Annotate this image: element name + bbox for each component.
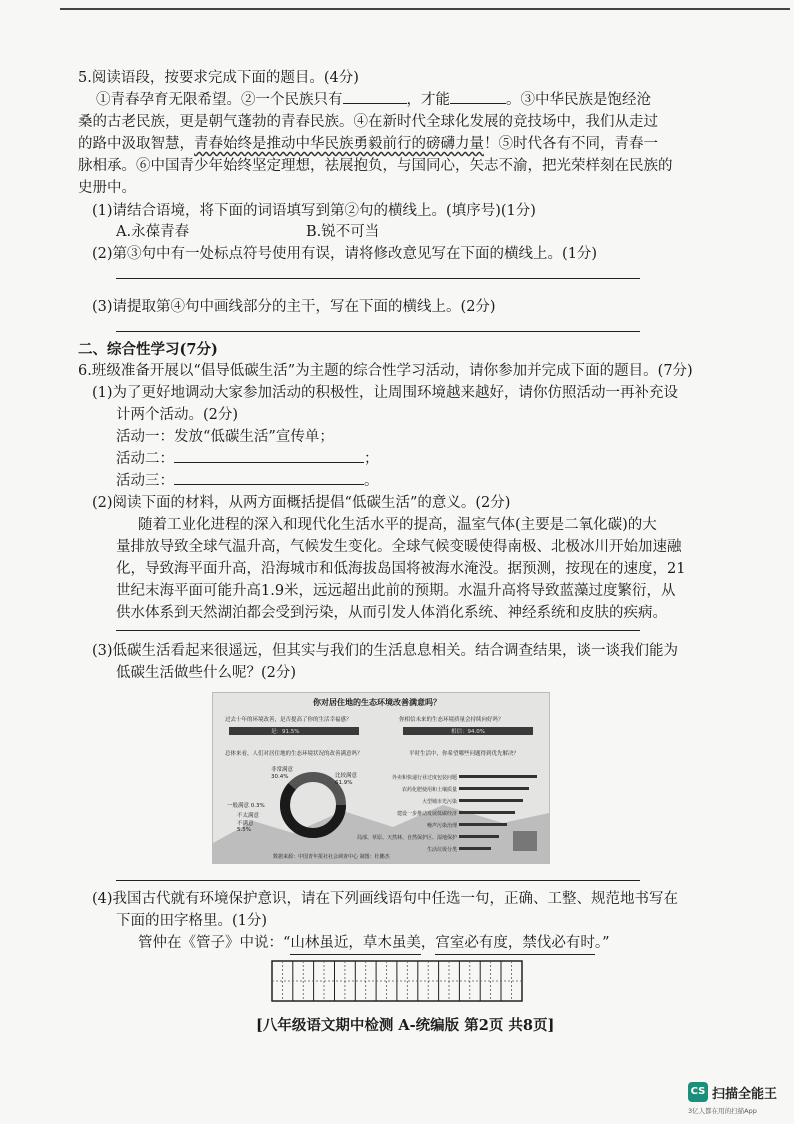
q5-sub1: (1)请结合语境，将下面的词语填写到第②句的横线上。(填序号)(1分): [92, 203, 536, 219]
material-line-3: 化，导致海平面升高，沿海城市和低海拔岛国将被海水淹没。据预测，按现在的速度，21: [116, 561, 686, 577]
q6-answer-line-2[interactable]: [116, 630, 640, 631]
chart-q-left-value: 是：91.5%: [271, 729, 300, 735]
q5-passage-line1: ①青春孕育无限希望。②一个民族只有 ，才能 。③中华民族是饱经沧: [96, 92, 651, 108]
q6-activity-1: 活动一：发放“低碳生活”宣传单；: [116, 429, 334, 445]
issue-item: 局部、草原、天然林、自然保护区、湿地保护: [356, 835, 457, 841]
q5-sub2: (2)第③句中有一处标点符号使用有误，请将修改意见写在下面的横线上。(1分): [92, 246, 598, 262]
issue-item: 建设一步推动发展低碳经济: [396, 811, 457, 817]
q6-sub4-line1: (4)我国古代就有环境保护意识，请在下列画线语句中任选一句，正确、工整、规范地书写在: [92, 891, 679, 907]
q5-passage-line5: 史册中。: [78, 180, 136, 196]
material-line-1: 随着工业化进程的深入和现代化生活水平的提高，温室气体(主要是二氧化碳)的大: [138, 517, 657, 533]
q6-sub1-line2: 计两个活动。(2分): [116, 407, 239, 423]
q5-passage-line2: 桑的古老民族，更是朝气蓬勃的青春民族。④在新时代全球化发展的竞技场中，我们从走过: [78, 114, 658, 130]
q6-sub4-line2: 下面的田字格里。(1分): [116, 913, 268, 929]
q6-title: 6.班级准备开展以“倡导低碳生活”为主题的综合性学习活动，请你参加并完成下面的题目。(7分): [78, 363, 693, 379]
issue-item: 噪声污染治理: [426, 823, 457, 829]
chart-q-left: 过去十年的环境改善，是否提高了你的生活幸福感？: [225, 717, 352, 723]
q5-answer-line-3[interactable]: [116, 331, 640, 332]
section2-heading: 二、综合性学习(7分): [78, 341, 218, 358]
chart-title: 你对居住地的生态环境改善满意吗？: [313, 698, 441, 707]
scanner-name: 扫描全能王: [712, 1087, 778, 1102]
q6-sub2: (2)阅读下面的材料，从两方面概括提倡“低碳生活”的意义。(2分): [92, 495, 511, 511]
q5-option-b: B.锐不可当: [306, 224, 380, 240]
q5-title: 5.阅读语段，按要求完成下面的题目。(4分): [78, 70, 359, 86]
q5-passage-line4: 脉相承。⑥中国青少年始终坚定理想，祛展抱负，与国同心，矢志不渝，把光荣样刻在民族的: [78, 158, 673, 174]
q6-sub3-line2: 低碳生活做些什么呢？(2分): [116, 665, 297, 681]
q6-sub3-line1: (3)低碳生活看起来很遥远，但其实与我们的生活息息相关。结合调查结果，谈一谈我们能为: [92, 643, 679, 659]
issue-list: [353, 772, 457, 856]
q6-answer-line-3[interactable]: [116, 880, 640, 881]
activity-3-blank[interactable]: [174, 484, 364, 485]
label-very-satisfied: 非常满意 30.4%: [271, 767, 294, 780]
label-unsatisfied-pct: 5.5%: [237, 827, 251, 833]
q6-activity-2: 活动二： ；: [116, 451, 379, 467]
q5-blank-2[interactable]: [450, 103, 506, 104]
material-line-5: 供水体系到天然湖泊都会受到污染，从而引发人体消化系统、神经系统和皮肤的疾病。: [116, 605, 667, 621]
page-footer: [八年级语文期中检测 A-统编版 第2页 共8页]: [256, 1017, 555, 1034]
q5-blank-1[interactable]: [343, 103, 407, 104]
issue-item: 大型城市光污染: [421, 799, 457, 805]
chart-q-right-value: 相信：94.0%: [451, 729, 485, 735]
issue-item: 生活垃圾分类: [426, 847, 457, 853]
material-line-4: 世纪末海平面可能升高1.9米，远远超出此前的预期。水温升高将导致蓝藻过度繁衍，从: [116, 583, 676, 599]
q5-passage-line3: 的路中汲取智慧，青春始终是推动中华民族勇毅前行的磅礴力量！⑤时代各有不同，青春一: [78, 136, 658, 152]
top-rule: [60, 8, 790, 10]
q6-activity-3: 活动三： 。: [116, 473, 379, 489]
writing-grid[interactable]: [271, 960, 523, 1002]
survey-chart: [212, 692, 550, 864]
q5-underlined-sentence: 青春始终是推动中华民族勇毅前行的磅礴力量: [194, 136, 484, 152]
label-fairly-satisfied: 比较满意 61.9%: [335, 773, 358, 786]
q5-option-a: A.永葆青春: [116, 224, 190, 240]
q5-sub3: (3)请提取第④句中画线部分的主干，写在下面的横线上。(2分): [92, 299, 496, 315]
quote-underlined-2: 宫室必有度，禁伐必有时: [435, 933, 595, 955]
label-low: 一般满意 0.3%: [227, 803, 265, 809]
issue-item: 农药化肥使用和土壤质量: [401, 787, 457, 793]
camscanner-icon: CS: [688, 1082, 708, 1102]
recycle-icon: [513, 831, 537, 851]
chart-q-mid: 总体来看，人们对居住地的生态环境状况的改善满意吗？: [225, 751, 363, 757]
label-unsatisfied: 不满意: [237, 821, 254, 827]
chart-q-mid-right: 平时生活中，你希望哪些问题得到优先解决？: [409, 751, 520, 757]
material-line-2: 量排放导致全球气温升高，气候发生变化。全球气候变暖使得南极、北极冰川开始加速融: [116, 539, 682, 555]
scanner-tagline: 3亿人都在用的扫描App: [688, 1107, 757, 1115]
chart-source: 数据来源：中国青年报社社会调查中心 制图：杜鹏杰: [273, 854, 390, 860]
issue-item: 外卖和快递行业过度包装问题: [391, 775, 457, 781]
q5-answer-line-2[interactable]: [116, 278, 640, 279]
label-not-satisfied: 不太满意: [237, 813, 260, 819]
quote-underlined-1: 山林虽近，草木虽美: [290, 933, 421, 955]
guanzi-quote: 管仲在《管子》中说：“山林虽近，草木虽美，宫室必有度，禁伐必有时。”: [138, 933, 610, 955]
chart-q-right: 你相信未来的生态环境质量会持续向好吗？: [399, 717, 504, 723]
q6-sub1-line1: (1)为了更好地调动大家参加活动的积极性，让周围环境越来越好，请你仿照活动一再补充设: [92, 385, 679, 401]
activity-2-blank[interactable]: [174, 462, 364, 463]
